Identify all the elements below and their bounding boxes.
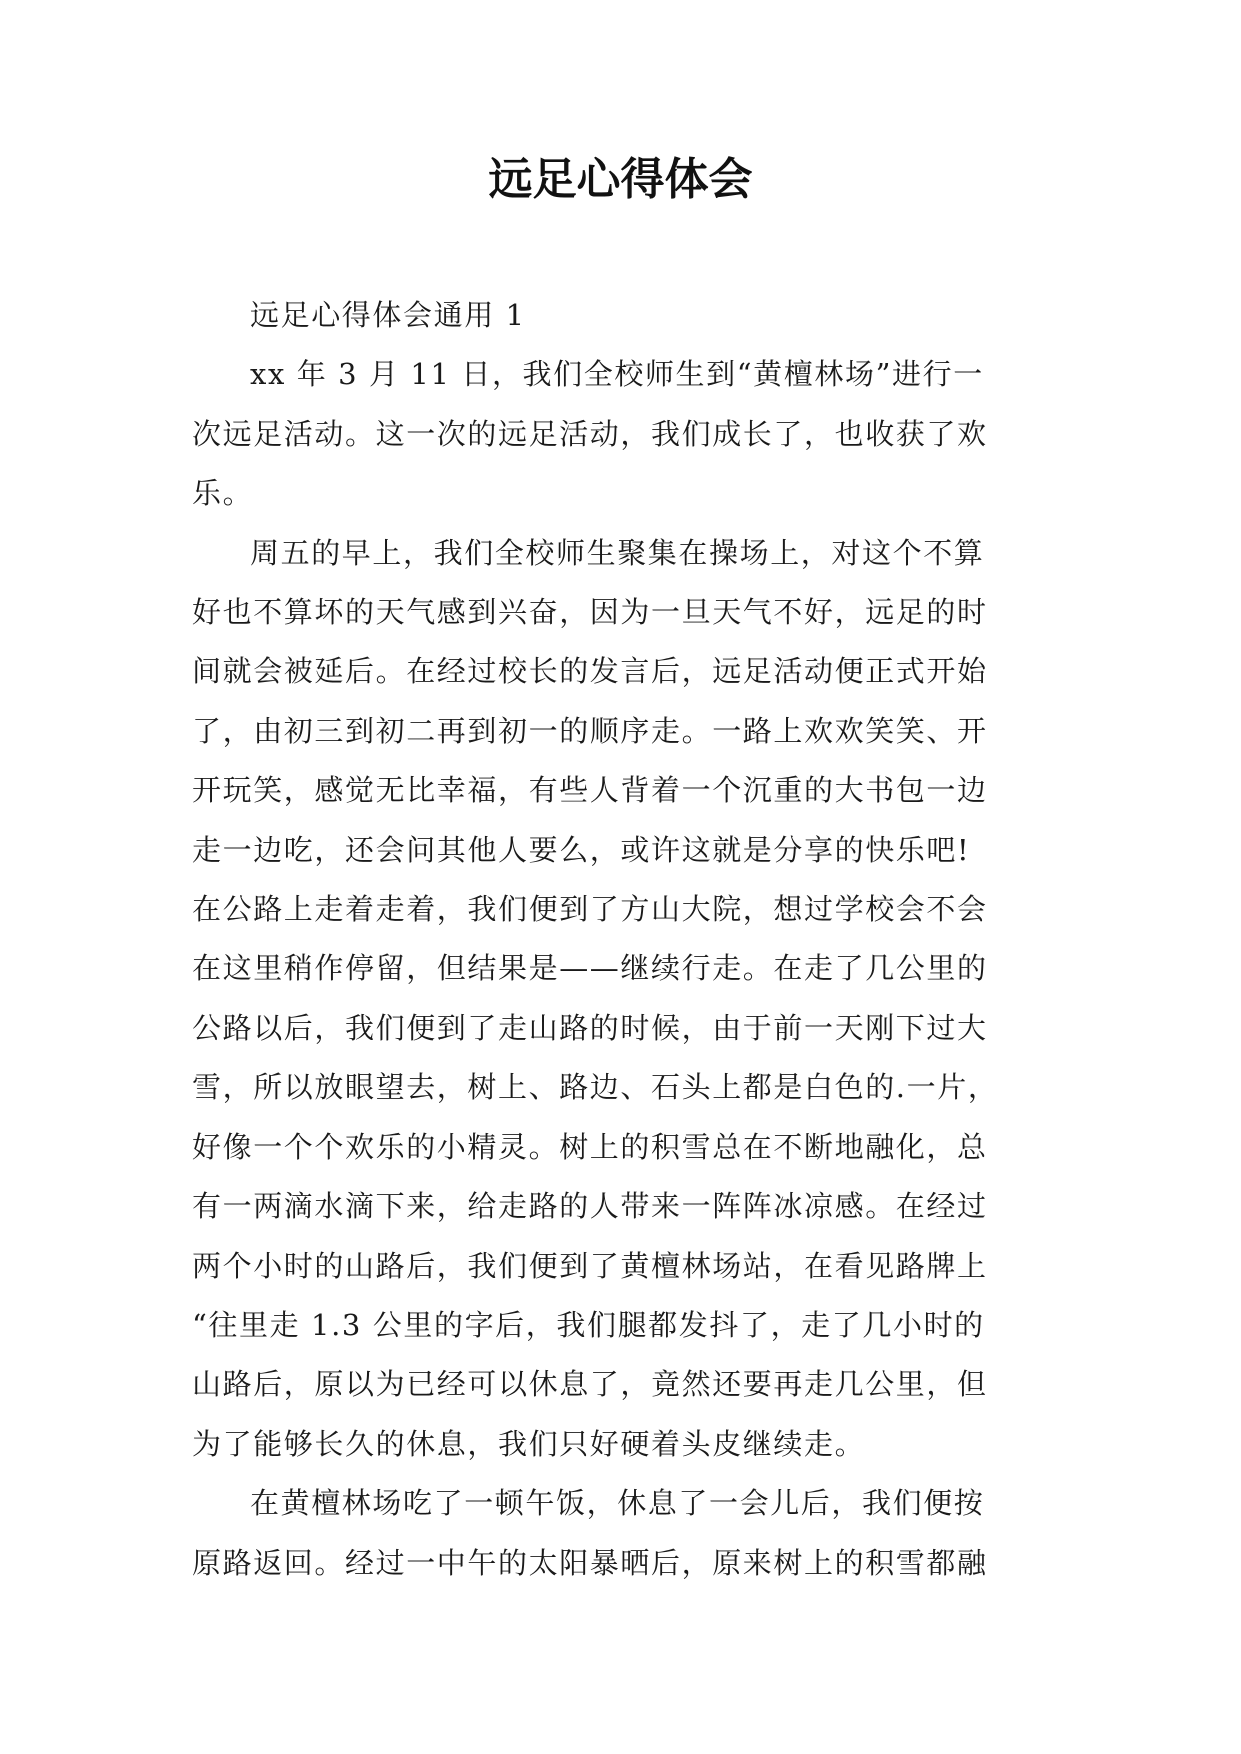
paragraph-line: 两个小时的山路后，我们便到了黄檀林场站，在看见路牌上	[192, 1248, 988, 1283]
paragraph-2	[192, 524, 1052, 1475]
paragraph-line: 在这里稍作停留，但结果是——继续行走。在走了几公里的	[192, 951, 988, 986]
paragraph-line: 开玩笑，感觉无比幸福，有些人背着一个沉重的大书包一边	[192, 773, 988, 808]
subtitle-line: 远足心得体会通用 1	[250, 298, 526, 332]
paragraph-line: 公路以后，我们便到了走山路的时候，由于前一天刚下过大	[192, 1010, 988, 1045]
paragraph-line: “往里走 1.3 公里的字后，我们腿都发抖了，走了几小时的	[192, 1307, 985, 1342]
paragraph-line: 原路返回。经过一中午的太阳暴晒后，原来树上的积雪都融	[192, 1545, 988, 1580]
paragraph-line: 有一两滴水滴下来，给走路的人带来一阵阵冰凉感。在经过	[192, 1189, 988, 1224]
paragraph-line: 雪，所以放眼望去，树上、路边、石头上都是白色的.一片，	[192, 1070, 999, 1105]
paragraph-line: 好像一个个欢乐的小精灵。树上的积雪总在不断地融化，总	[192, 1129, 988, 1164]
paragraph-1	[192, 345, 1052, 523]
paragraph-line: 为了能够长久的休息，我们只好硬着头皮继续走。	[192, 1426, 866, 1461]
subtitle-paragraph	[192, 286, 1052, 345]
paragraph-line: 间就会被延后。在经过校长的发言后，远足活动便正式开始	[192, 654, 988, 689]
paragraph-line: 乐。	[192, 476, 254, 511]
paragraph-line: xx 年 3 月 11 日，我们全校师生到“黄檀林场”进行一	[250, 357, 984, 392]
paragraph-line: 在公路上走着走着，我们便到了方山大院，想过学校会不会	[192, 892, 988, 927]
document-body	[192, 286, 1052, 1593]
paragraph-line: 好也不算坏的天气感到兴奋，因为一旦天气不好，远足的时	[192, 595, 988, 630]
document-title: 远足心得体会	[488, 154, 753, 205]
paragraph-line: 在黄檀林场吃了一顿午饭，休息了一会儿后，我们便按	[250, 1486, 985, 1521]
paragraph-line: 走一边吃，还会问其他人要么，或许这就是分享的快乐吧!	[192, 832, 971, 867]
paragraph-line: 了，由初三到初二再到初一的顺序走。一路上欢欢笑笑、开	[192, 713, 988, 748]
paragraph-line: 周五的早上，我们全校师生聚集在操场上，对这个不算	[250, 535, 985, 570]
paragraph-line: 山路后，原以为已经可以休息了，竟然还要再走几公里，但	[192, 1367, 988, 1402]
paragraph-3	[192, 1474, 1052, 1593]
paragraph-line: 次远足活动。这一次的远足活动，我们成长了，也收获了欢	[192, 416, 988, 451]
